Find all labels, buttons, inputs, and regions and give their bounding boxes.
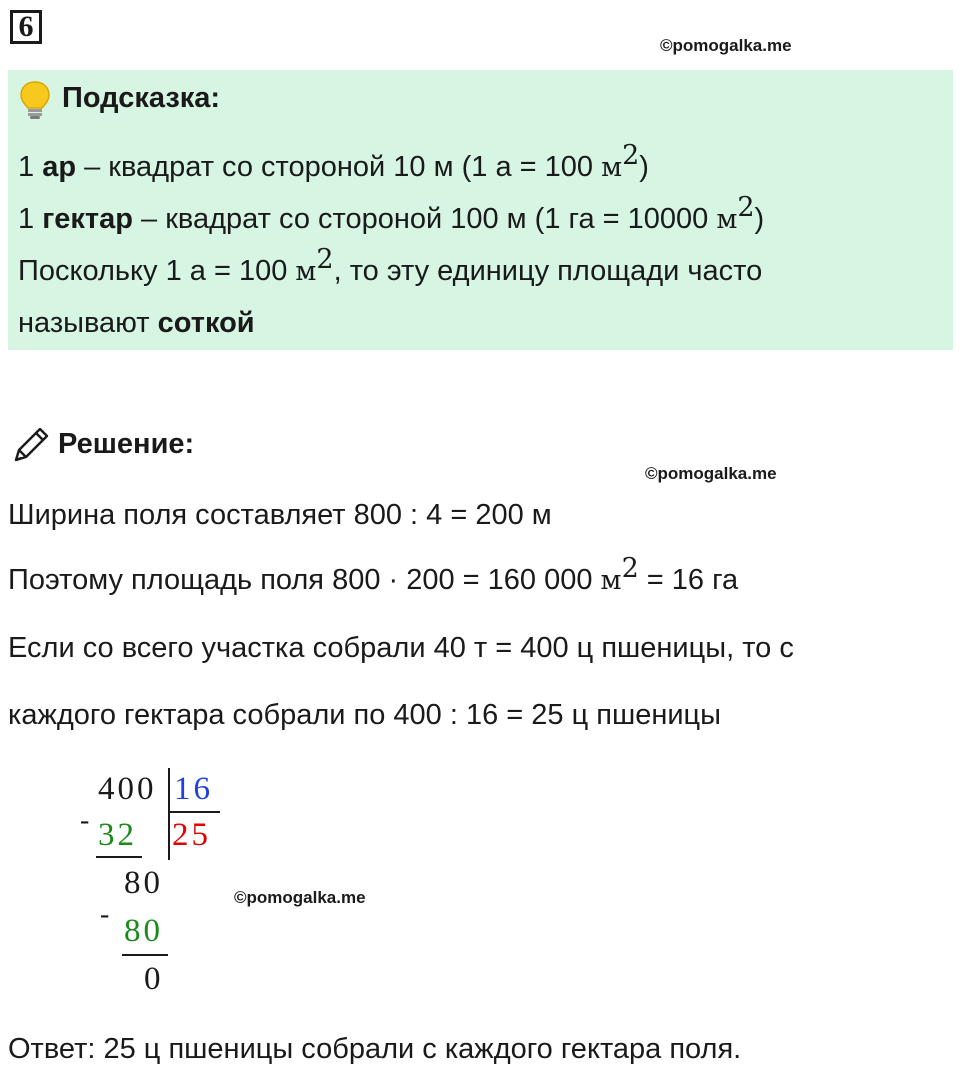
division-divisor-line (170, 811, 220, 813)
solution-line-width: Ширина поля составляет 800 : 4 = 200 м (8, 499, 552, 531)
solution-line-area: Поэтому площадь поля 800 · 200 = 160 000 $м^2 = 16$ га (8, 553, 739, 596)
division-dividend: 400 (98, 771, 157, 807)
division-subtrahend-2: 80 (124, 913, 163, 949)
hint-line-ar: 1 ар – квадрат со стороной 10 м (1 а = 100 $м^2$) (18, 140, 649, 183)
task-number: 6 (10, 10, 42, 44)
solution-line-harvest: Если со всего участка собрали 40 т = 400 ц пшеницы, то с (8, 632, 794, 664)
division-vertical-line (168, 768, 170, 860)
division-remainder-1: 80 (124, 865, 163, 901)
watermark-middle: ©pomogalka.me (645, 464, 777, 483)
division-minus-2: - (100, 899, 113, 930)
long-division (80, 766, 240, 1006)
hint-line-sotka: называют соткой (18, 307, 255, 339)
solution-title: Решение: (58, 428, 195, 460)
pencil-icon (10, 424, 52, 466)
watermark-bottom: ©pomogalka.me (234, 888, 366, 907)
division-line-1 (96, 856, 142, 858)
division-minus-1: - (80, 805, 93, 836)
watermark-top: ©pomogalka.me (660, 36, 792, 55)
hint-line-since: Поскольку 1 а = 100 $м^2$, то эту единицу площади часто (18, 244, 763, 287)
division-quotient: 25 (172, 817, 211, 853)
lightbulb-icon (18, 80, 52, 120)
hint-title: Подсказка: (62, 82, 221, 114)
division-subtrahend-1: 32 (98, 817, 137, 853)
division-remainder: 0 (144, 961, 164, 997)
division-line-2 (122, 954, 168, 956)
answer-text: Ответ: 25 ц пшеницы собрали с каждого гектара поля. (8, 1033, 742, 1065)
solution-line-per-hectare: каждого гектара собрали по 400 : 16 = 25 ц пшеницы (8, 699, 722, 731)
division-divisor: 16 (174, 771, 213, 807)
hint-line-hectare: 1 гектар – квадрат со стороной 100 м (1 га = 10000 $м^2$) (18, 192, 765, 235)
